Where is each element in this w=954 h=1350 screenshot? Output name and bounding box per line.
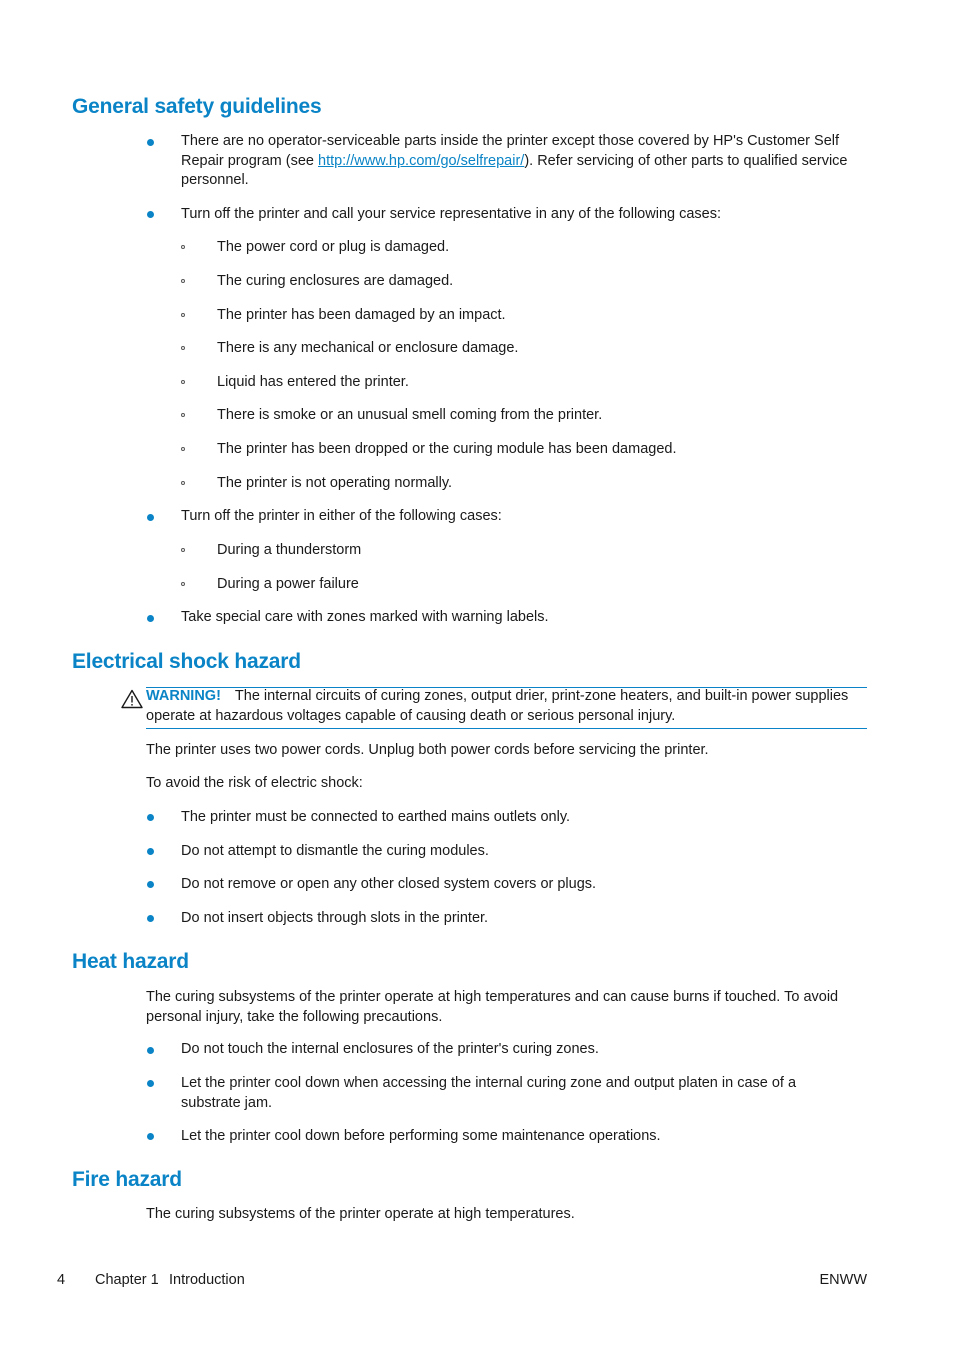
general-bullet-2: Turn off the printer and call your service representative in any of the following cases:	[181, 206, 722, 222]
electrical-bullet: Do not insert objects through slots in the printer.	[181, 910, 489, 926]
heat-bullet: Do not touch the internal enclosures of the printer's curing zones.	[181, 1041, 599, 1057]
general-bullet-1-after: ). Refer servicing of other parts to qualified service personnel.	[181, 152, 848, 188]
sub-bullet-icon	[181, 582, 185, 586]
electrical-bullet: The printer must be connected to earthed mains outlets only.	[181, 809, 571, 825]
warning-body: The internal circuits of curing zones, output drier, print-zone heaters, and built-in power supplies operate at hazardous voltages capable of causing death or serious personal injury.	[146, 688, 849, 724]
electrical-bullet: Do not attempt to dismantle the curing modules.	[181, 843, 489, 859]
bullet-icon	[147, 1047, 154, 1054]
section-title-electrical: Electrical shock hazard	[72, 650, 301, 673]
bullet-icon	[147, 848, 154, 855]
warning-label: WARNING!	[146, 688, 221, 704]
bullet-icon	[147, 1080, 154, 1087]
sub-bullet-icon	[181, 413, 185, 417]
bullet-icon	[147, 615, 154, 622]
sub-item: The printer has been dropped or the curing module has been damaged.	[217, 441, 677, 457]
heat-bullet: Let the printer cool down when accessing the internal curing zone and output platen in case of a substrate jam.	[181, 1075, 797, 1111]
heat-para: The curing subsystems of the printer operate at high temperatures and can cause burns if touched. To avoid personal injury, take the following precautions.	[146, 989, 839, 1025]
footer-code: ENWW	[819, 1272, 867, 1288]
fire-para: The curing subsystems of the printer operate at high temperatures.	[146, 1206, 575, 1222]
sub-bullet-icon	[181, 548, 185, 552]
general-bullet-1	[181, 132, 871, 191]
sub-item: The curing enclosures are damaged.	[217, 273, 454, 289]
bullet-icon	[147, 139, 154, 146]
bullet-icon	[147, 1133, 154, 1140]
page-number: 4	[57, 1272, 66, 1288]
bullet-icon	[147, 814, 154, 821]
sub-bullet-icon	[181, 279, 185, 283]
section-title-fire: Fire hazard	[72, 1168, 182, 1191]
sub-item: During a thunderstorm	[217, 542, 362, 558]
bullet-icon	[147, 211, 154, 218]
warning-triangle-icon	[121, 689, 143, 709]
sub-item: There is any mechanical or enclosure damage.	[217, 340, 519, 356]
electrical-para-2: To avoid the risk of electric shock:	[146, 775, 363, 791]
bullet-icon	[147, 881, 154, 888]
sub-item: There is smoke or an unusual smell coming from the printer.	[217, 407, 603, 423]
footer-chapter: Chapter 1	[95, 1272, 159, 1288]
bullet-icon	[147, 514, 154, 521]
general-bullet-1-before: There are no operator-serviceable parts inside the printer except those covered by HP's Customer Self Repair program (see	[181, 133, 840, 169]
general-bullet-3: Turn off the printer in either of the following cases:	[181, 508, 502, 524]
selfrepair-link[interactable]: http://www.hp.com/go/selfrepair/	[318, 152, 525, 169]
sub-item: During a power failure	[217, 576, 359, 592]
sub-bullet-icon	[181, 313, 185, 317]
warning-text	[146, 687, 866, 726]
sub-bullet-icon	[181, 447, 185, 451]
section-title-general: General safety guidelines	[72, 95, 322, 118]
general-bullet-4: Take special care with zones marked with warning labels.	[181, 609, 549, 625]
sub-item: Liquid has entered the printer.	[217, 374, 409, 390]
sub-bullet-icon	[181, 346, 185, 350]
bullet-icon	[147, 915, 154, 922]
electrical-para-1: The printer uses two power cords. Unplug both power cords before servicing the printer.	[146, 742, 709, 758]
sub-item: The printer is not operating normally.	[217, 475, 453, 491]
footer-chapter-title: Introduction	[169, 1272, 245, 1288]
sub-bullet-icon	[181, 380, 185, 384]
electrical-bullet: Do not remove or open any other closed system covers or plugs.	[181, 876, 597, 892]
sub-bullet-icon	[181, 481, 185, 485]
sub-item: The power cord or plug is damaged.	[217, 239, 450, 255]
heat-bullet: Let the printer cool down before performing some maintenance operations.	[181, 1128, 661, 1144]
sub-bullet-icon	[181, 245, 185, 249]
sub-item: The printer has been damaged by an impact.	[217, 307, 506, 323]
section-title-heat: Heat hazard	[72, 950, 189, 973]
